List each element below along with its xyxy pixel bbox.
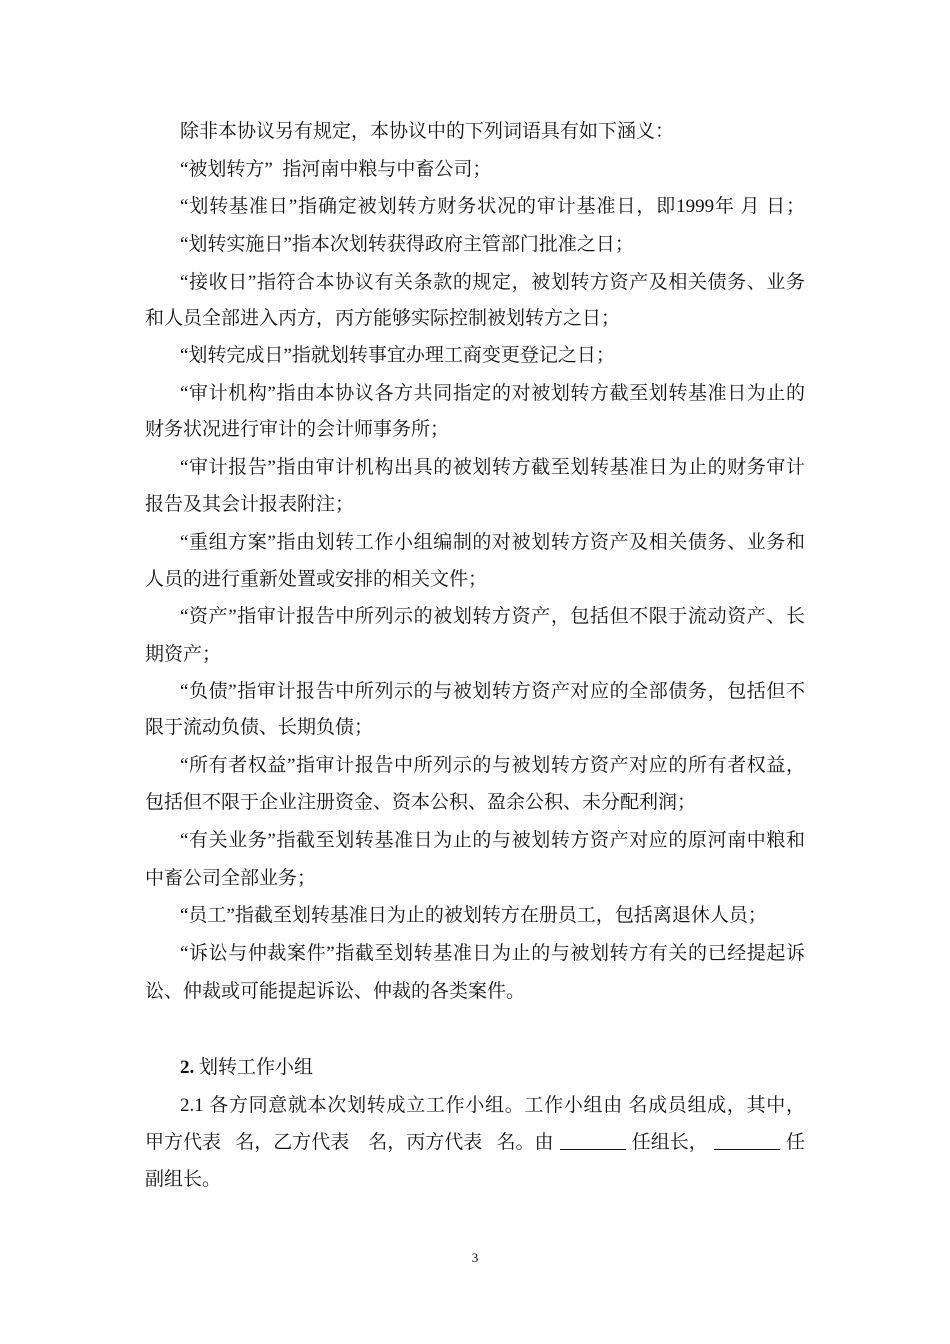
body-line: 中畜公司全部业务； (145, 868, 317, 889)
clause-2-1-line-3: 副组长。 (145, 1169, 222, 1190)
body-line: 限于流动负债、长期负债； (145, 717, 374, 738)
body-line: 包括但不限于企业注册资金、资本公积、盈余公积、未分配利润； (145, 792, 697, 813)
blank-line-leader (560, 1131, 626, 1150)
body-line: “被划转方” 指河南中粮与中畜公司； (180, 159, 492, 180)
page-number: 3 (471, 1250, 479, 1265)
body-line: “划转完成日”指就划转事宜办理工商变更登记之日； (180, 345, 615, 366)
body-line: 期资产； (145, 644, 222, 665)
body-line: 除非本协议另有规定，本协议中的下列词语具有如下涵义： (180, 121, 675, 142)
clause-2-1-line-2 (145, 1131, 805, 1155)
body-line: 和人员全部进入丙方，丙方能够实际控制被划转方之日； (145, 308, 621, 329)
body-line: 人员的进行重新处置或安排的相关文件； (145, 569, 488, 590)
body-line: “审计机构”指由本协议各方共同指定的对被划转方截至划转基准日为止的 (180, 383, 805, 404)
section-title: 划转工作小组 (199, 1057, 314, 1078)
body-line: 讼、仲裁或可能提起诉讼、仲裁的各类案件。 (145, 981, 526, 1002)
body-line: “负债”指审计报告中所列示的与被划转方资产对应的全部债务，包括但不 (180, 681, 805, 702)
body-line: 财务状况进行审计的会计师事务所； (145, 419, 450, 440)
section-number: 2. (180, 1057, 195, 1078)
body-line: “重组方案”指由划转工作小组编制的对被划转方资产及相关债务、业务和 (180, 532, 805, 553)
body-line: “划转基准日”指确定被划转方财务状况的审计基准日，即1999年 月 日； (180, 196, 805, 217)
body-line: “审计报告”指由审计机构出具的被划转方截至划转基准日为止的财务审计 (180, 457, 805, 478)
clause-2-1-line-1: 2.1 各方同意就本次划转成立工作小组。工作小组由 名成员组成，其中， (180, 1095, 805, 1116)
section-heading (180, 1056, 313, 1080)
clause-text: 甲方代表 名，乙方代表 名，丙方代表 名。由 (145, 1132, 554, 1153)
body-line: “员工”指截至划转基准日为止的被划转方在册员工，包括离退休人员； (180, 905, 767, 926)
body-line: 报告及其会计报表附注； (145, 494, 355, 515)
body-line: “诉讼与仲裁案件”指截至划转基准日为止的与被划转方有关的已经提起诉 (180, 943, 805, 964)
body-line: “有关业务”指截至划转基准日为止的与被划转方资产对应的原河南中粮和 (180, 830, 805, 851)
body-line: “接收日”指符合本协议有关条款的规定，被划转方资产及相关债务、业务 (180, 272, 805, 293)
blank-line-deputy (714, 1131, 780, 1150)
body-line: “所有者权益”指审计报告中所列示的与被划转方资产对应的所有者权益， (180, 755, 805, 776)
body-line: “资产”指审计报告中所列示的被划转方资产，包括但不限于流动资产、长 (180, 606, 805, 627)
clause-text: 任 (785, 1132, 805, 1153)
body-line: “划转实施日”指本次划转获得政府主管部门批准之日； (180, 234, 634, 255)
clause-text: 任组长， (631, 1132, 708, 1153)
